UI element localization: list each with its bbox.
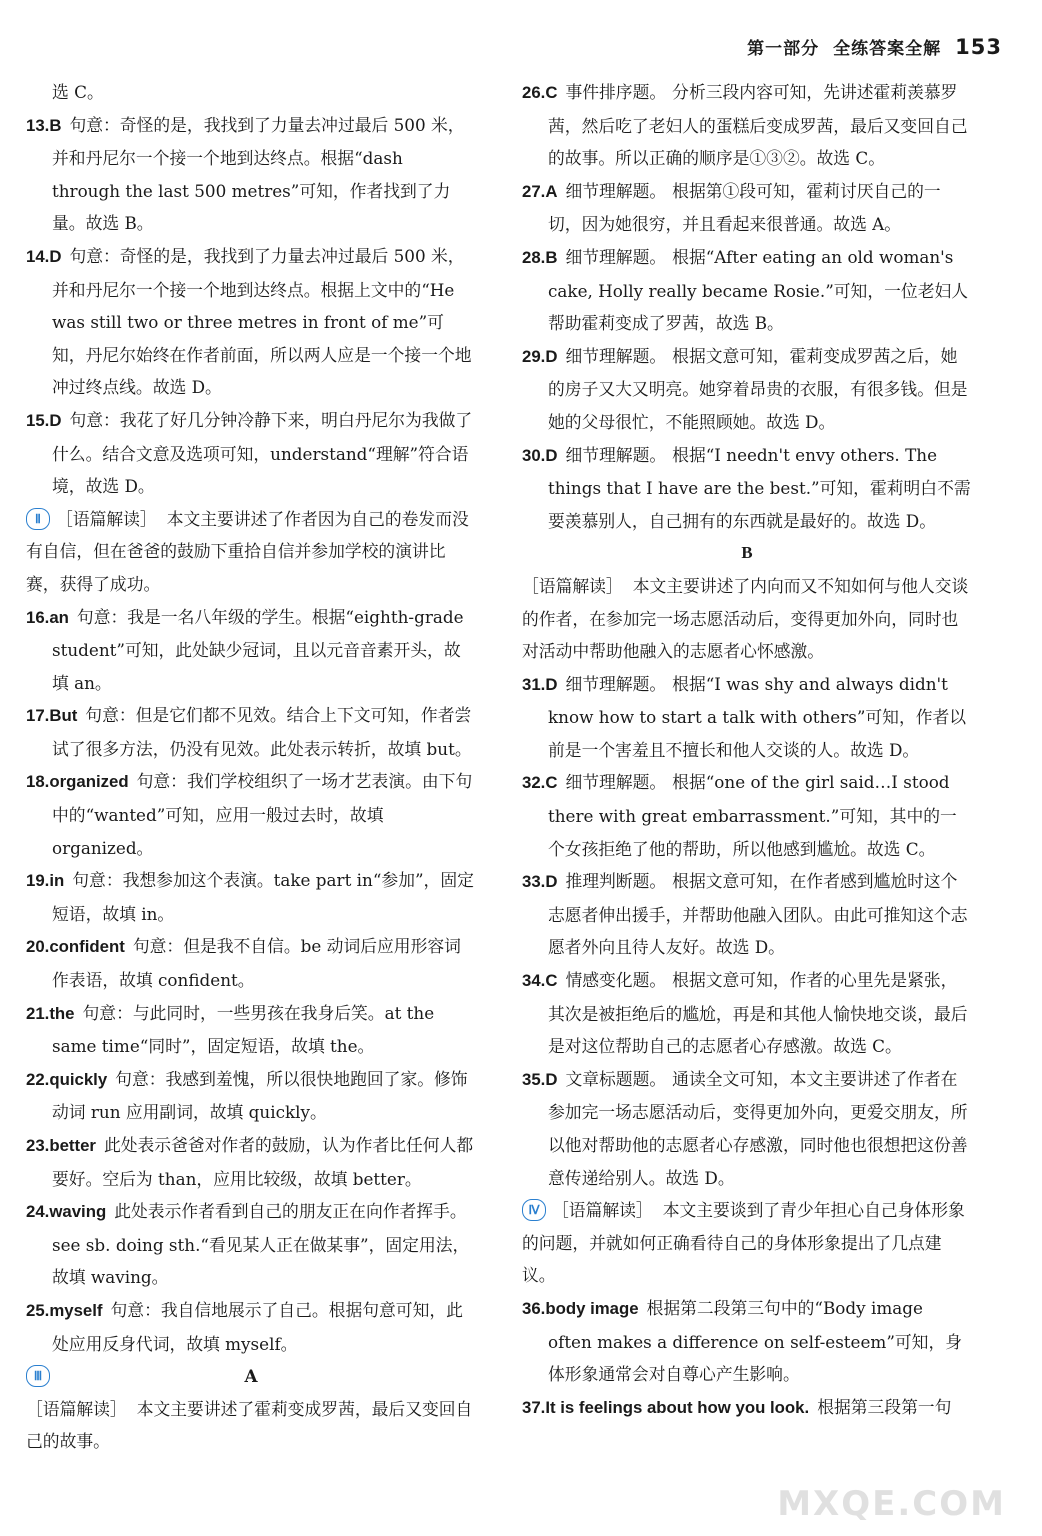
section-b-summary — [522, 570, 972, 668]
answer-entry — [522, 241, 972, 340]
right-column — [522, 76, 972, 1424]
question-type: 事件排序题。 — [565, 82, 667, 102]
question-type: 细节理解题。 — [565, 772, 667, 793]
answer-number: 26.C — [522, 83, 558, 102]
answer-number: 29.D — [522, 346, 558, 366]
answer-explanation: 根据“I was shy and always didn't know how to start a talk with others”可知，作者以前是一个害羞且不擅长和他人交谈的人。故选 D。 — [548, 673, 967, 760]
question-type: 细节理解题。 — [565, 345, 667, 366]
section-iv-badge: Ⅳ — [522, 1199, 546, 1221]
question-type: 推理判断题。 — [565, 871, 667, 892]
answer-explanation: 根据文意可知，在作者感到尴尬时这个志愿者伸出援手，并帮助他融入团队。由此可推知这个志愿者外向且待人友好。故选 D。 — [548, 871, 968, 958]
answer-number: 22.quickly — [26, 1069, 108, 1089]
answer-explanation: 句意：奇怪的是，我找到了力量去冲过最后 500 米，并和丹尼尔一个接一个地到达终点。根据上文中的“He was still two or three metres in front of me”可知，丹尼尔始终在作者前面，所以两人应是一个接一个地冲过终点线。故选 D。 — [52, 245, 472, 398]
answer-number: 37.It is feelings about how you look. — [522, 1397, 810, 1417]
section-iii-heading — [26, 1360, 476, 1393]
answer-entry — [522, 439, 972, 538]
answer-entry — [522, 865, 972, 964]
answer-explanation: 根据“After eating an old woman's cake, Holly really became Rosie.”可知，一位老妇人帮助霍莉变成了罗茜，故选 B。 — [548, 246, 969, 334]
answer-entry — [26, 930, 476, 996]
answer-entry — [26, 699, 476, 765]
answer-number: 28.B — [522, 247, 558, 267]
answer-entry — [26, 1063, 476, 1129]
answer-explanation: 句意：我花了好几分钟冷静下来，明白丹尼尔为我做了什么。结合文意及选项可知，understand“理解”符合语境，故选 D。 — [52, 409, 473, 497]
answer-entry — [26, 1195, 476, 1294]
answer-explanation: 根据第二段第三句中的“Body image often makes a difference on self-esteem”可知，身体形象通常会对自尊心产生影响。 — [548, 1297, 963, 1385]
answer-entry — [26, 765, 476, 864]
section-b-text: 本文主要讲述了内向而又不知如何与他人交谈的作者，在参加完一场志愿活动后，变得更加外向，同时也对活动中帮助他融入的志愿者心怀感激。 — [522, 575, 969, 662]
section-iv-text: 本文主要谈到了青少年担心自己身体形象的问题，并就如何正确看待自己的身体形象提出了几点建议。 — [522, 1200, 965, 1286]
answer-entry — [522, 76, 972, 175]
answer-explanation: 此处表示作者看到自己的朋友正在向作者挥手。see sb. doing sth.“看见某人正在做某事”，固定用法，故填 waving。 — [52, 1201, 470, 1288]
answer-explanation: 句意：与此同时，一些男孩在我身后笑。at the same time“同时”，固定短语，故填 the。 — [52, 1002, 435, 1057]
answer-explanation: 句意：奇怪的是，我找到了力量去冲过最后 500 米，并和丹尼尔一个接一个地到达终点。根据“dash through the last 500 metres”可知，作者找到了力量。故选 B。 — [52, 114, 465, 234]
answer-number: 13.B — [26, 115, 62, 135]
page-header — [747, 34, 1002, 59]
left-column — [26, 76, 476, 1458]
answer-explanation: 根据第三段第一句 — [817, 1396, 952, 1417]
answer-entry — [26, 1294, 476, 1360]
answer-explanation: 句意：我是一名八年级的学生。根据“eighth-grade student”可知，此处缺少冠词，且以元音音素开头，故填 an。 — [52, 606, 464, 693]
answer-explanation: 根据文意可知，霍莉变成罗茜之后，她的房子又大又明亮。她穿着昂贵的衣服，有很多钱。但是她的父母很忙，不能照顾她。故选 D。 — [548, 345, 968, 432]
answer-entry — [522, 175, 972, 241]
section-iii-tag: ［语篇解读］ — [26, 1398, 127, 1419]
answer-explanation: 根据“one of the girl said…I stood there with great embarrassment.”可知，其中的一个女孩拒绝了他的帮助，所以他感到尴尬。故选 C。 — [548, 772, 957, 859]
answer-explanation: 句意：但是我不自信。be 动词后应用形容词作表语，故填 confident。 — [52, 936, 461, 991]
answer-entry — [26, 864, 476, 930]
page-number: 153 — [955, 35, 1002, 59]
section-ii-text: 本文主要讲述了作者因为自己的卷发而没有自信，但在爸爸的鼓励下重拾自信并参加学校的演讲比赛，获得了成功。 — [26, 508, 469, 594]
section-ii-tag: ［语篇解读］ — [56, 508, 157, 529]
answer-entry — [26, 109, 476, 240]
answer-number: 16.an — [26, 607, 69, 627]
section-b-tag: ［语篇解读］ — [522, 575, 623, 596]
answer-explanation: 分析三段内容可知，先讲述霍莉羡慕罗茜，然后吃了老妇人的蛋糕后变成罗茜，最后又变回自己的故事。所以正确的顺序是①③②。故选 C。 — [548, 82, 968, 169]
answer-explanation: 通读全文可知，本文主要讲述了作者在参加完一场志愿活动后，变得更加外向，更爱交朋友，所以他对帮助他的志愿者心存感激，同时他也很想把这份善意传递给别人。故选 D。 — [548, 1068, 968, 1188]
answer-explanation: 句意：我感到羞愧，所以很快地跑回了家。修饰动词 run 应用副词，故填 quickly。 — [52, 1068, 468, 1123]
answer-number: 30.D — [522, 445, 558, 465]
watermark: MXQE.COM — [777, 1484, 1006, 1524]
section-iv-summary — [522, 1194, 972, 1292]
question-type: 细节理解题。 — [565, 246, 667, 267]
answer-number: 19.in — [26, 871, 65, 891]
answer-number: 25.myself — [26, 1300, 103, 1320]
answer-entry — [522, 1391, 972, 1425]
answer-explanation: 句意：我想参加这个表演。take part in“参加”，固定短语，故填 in。 — [52, 870, 474, 924]
section-ii-summary — [26, 503, 476, 601]
book-title: 全练答案全解 — [833, 39, 942, 59]
section-iv-tag: ［语篇解读］ — [552, 1200, 653, 1221]
answer-explanation: 句意：我们学校组织了一场才艺表演。由下句中的“wanted”可知，应用一般过去时，故填 organized。 — [52, 771, 473, 858]
answer-entry — [522, 668, 972, 767]
answer-number: 24.waving — [26, 1202, 107, 1222]
answer-entry — [522, 1063, 972, 1194]
answer-number: 17.But — [26, 706, 78, 726]
answer-explanation: 句意：我自信地展示了自己。根据句意可知，此处应用反身代词，故填 myself。 — [52, 1299, 463, 1354]
intro-text: 选 C。 — [52, 82, 104, 102]
answer-number: 35.D — [522, 1069, 558, 1089]
answer-explanation: 根据“I needn't envy others. The things that I have are the best.”可知，霍莉明白不需要羡慕别人，自己拥有的东西就是最好的。故选 D。 — [548, 444, 971, 531]
answer-explanation: 根据文意可知，作者的心里先是紧张，其次是被拒绝后的尴尬，再是和其他人愉快地交谈，最后是对这位帮助自己的志愿者心存感激。故选 C。 — [548, 970, 968, 1057]
answer-entry — [522, 340, 972, 439]
answer-number: 36.body image — [522, 1298, 639, 1318]
question-type: 情感变化题。 — [565, 970, 667, 991]
answer-number: 34.C — [522, 971, 558, 991]
question-type: 细节理解题。 — [565, 180, 667, 201]
answer-entry — [26, 404, 476, 503]
answer-number: 31.D — [522, 674, 558, 694]
answer-explanation: 根据第①段可知，霍莉讨厌自己的一切，因为她很穷，并且看起来很普通。故选 A。 — [548, 180, 941, 235]
answer-entry — [522, 1292, 972, 1391]
answer-entry — [26, 997, 476, 1063]
section-iii-badge: Ⅲ — [26, 1365, 50, 1387]
answer-number: 15.D — [26, 410, 62, 430]
section-iii-text: 本文主要讲述了霍莉变成罗茜，最后又变回自己的故事。 — [26, 1398, 473, 1452]
answer-number: 23.better — [26, 1136, 96, 1155]
answer-explanation: 句意：但是它们都不见效。结合上下文可知，作者尝试了很多方法，仍没有见效。此处表示转折，故填 but。 — [52, 705, 472, 759]
answer-number: 32.C — [522, 773, 558, 793]
answer-entry — [26, 240, 476, 404]
section-b-letter: B — [741, 543, 753, 563]
question-type: 细节理解题。 — [565, 673, 667, 694]
answer-entry — [26, 601, 476, 700]
answer-number: 14.D — [26, 246, 62, 266]
section-iii-summary — [26, 1393, 476, 1458]
answer-number: 21.the — [26, 1003, 75, 1023]
answer-number: 20.confident — [26, 937, 125, 957]
question-type: 文章标题题。 — [565, 1068, 667, 1089]
section-iii-letter: A — [244, 1366, 258, 1387]
question-type: 细节理解题。 — [565, 444, 667, 465]
answer-entry — [522, 766, 972, 865]
answer-entry — [26, 1129, 476, 1195]
answer-number: 33.D — [522, 872, 558, 892]
answer-entry — [522, 964, 972, 1063]
answer-number: 18.organized — [26, 772, 129, 792]
section-ii-badge: Ⅱ — [26, 508, 50, 530]
section-label: 第一部分 — [747, 39, 820, 59]
answer-number: 27.A — [522, 181, 558, 201]
answer-explanation: 此处表示爸爸对作者的鼓励，认为作者比任何人都要好。空后为 than，应用比较级，故填 better。 — [52, 1135, 474, 1189]
